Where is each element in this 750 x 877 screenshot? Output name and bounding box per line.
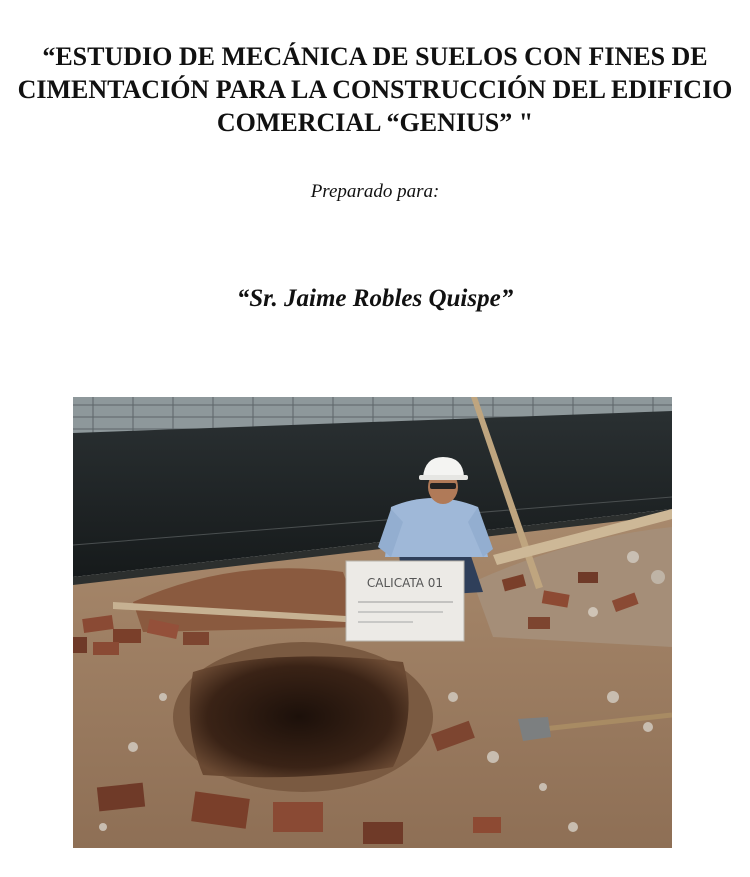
calicata-sign [346,561,464,641]
prepared-for-label: Preparado para: [310,181,440,202]
document-title: “ESTUDIO DE MECÁNICA DE SUELOS CON FINES DE CIMENTACIÓN PARA LA CONSTRUCCIÓN DEL EDIFICIO COMERCIAL “GENIUS” " [17,42,733,137]
sign-label: CALICATA 01 [366,576,444,590]
excavation-pit [190,656,409,777]
client-name: “Sr. Jaime Robles Quispe” [236,285,514,312]
site-photo [73,397,672,848]
site-photo-illustration [73,397,672,848]
